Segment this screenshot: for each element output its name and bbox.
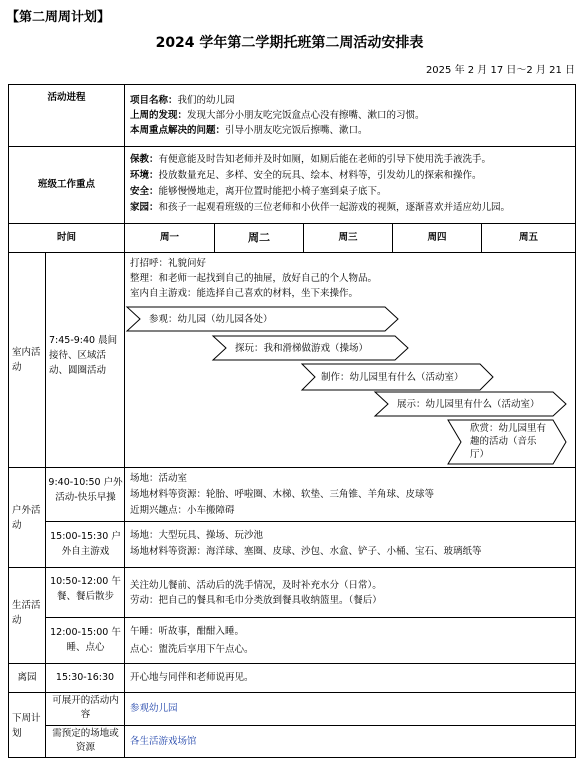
outdoor-afternoon-time: 15:00-15:30 户外自主游戏 [50,531,121,557]
outdoor-morning-materials: 场地材料等资源：轮胎、呼啦圈、木梯、软垫、三角锥、羊角球、皮球等 [130,489,435,500]
nap-line-1: 午睡：听故事，酣酣入睡。 [130,626,245,637]
family-label: 家园： [130,202,159,213]
day-wed: 周三 [338,232,358,243]
env-text: 投放数量充足、多样、安全的玩具、绘本、材料等，引发幼儿的探索和操作。 [158,170,482,181]
date-range: 2025 年 2 月 17 日～2 月 21 日 [425,65,575,76]
care-label: 保教： [130,154,159,165]
day-fri: 周五 [518,232,538,243]
outdoor-morning-time: 9:40-10:50 户外活动-快乐早操 [48,477,123,503]
leave-category: 离园 [17,672,37,683]
page-title: 2024 学年第二学期托班第二周活动安排表 [155,35,424,51]
care-text: 有便意能及时告知老师并及时如厕，如厕后能在老师的引导下使用洗手液洗手。 [158,154,492,165]
outdoor-afternoon-site: 场地：大型玩具、操场、玩沙池 [130,530,264,541]
next-prep: 各生活游戏场馆 [130,736,197,747]
env-label: 环境： [130,170,159,181]
lunch-time: 10:50-12:00 午餐、餐后散步 [50,576,121,602]
next-week-category: 下周计划 [12,713,41,739]
focus-problem: 引导小朋友吃完饭后擦嘴、漱口。 [225,125,368,136]
life-category: 生活活动 [12,600,41,626]
arrow-enjoy-label: 欣赏：幼儿园里有趣的活动（音乐厅） [470,423,547,460]
lunch-line-2: 劳动：把自己的餐具和毛巾分类放到餐具收纳篮里。（餐后） [130,595,382,606]
next-prep-label: 需预定的场地或资源 [52,728,119,753]
day-tue: 周二 [248,231,270,244]
time-header: 时间 [56,232,76,243]
outdoor-morning-site: 场地：活动室 [130,473,188,484]
arrow-visit-label: 参观：幼儿园（幼儿园各处） [149,314,273,325]
arrow-play-label: 探玩：我和滑梯做游戏（操场） [235,343,369,354]
week-plan-tag: 【第二周周计划】 [6,10,111,25]
last-week-label: 上周的发现： [130,110,188,121]
nap-line-2: 点心：盥洗后享用下午点心。 [130,644,254,655]
next-activity: 参观幼儿园 [130,703,178,714]
last-week-finding: 发现大部分小朋友吃完饭盒点心没有擦嘴、漱口的习惯。 [187,110,425,121]
family-text: 和孩子一起观看班级的三位老师和小伙伴一起游戏的视频，逐渐喜欢并适应幼儿园。 [158,202,511,213]
lunch-line-1: 关注幼儿餐前、活动后的洗手情况，及时补充水分（日常）。 [130,580,382,591]
leave-content: 开心地与同伴和老师说再见。 [130,672,254,683]
arrow-show-label: 展示：幼儿园里有什么（活动室） [397,399,540,410]
focus-label: 本周重点解决的问题： [130,125,226,136]
day-mon: 周一 [159,232,179,243]
day-thu: 周四 [427,232,447,243]
indoor-line-1: 打招呼：礼貌问好 [130,258,207,269]
indoor-line-3: 室内自主游戏：能选择自己喜欢的材料，坐下来操作。 [130,288,359,299]
project-name: 我们的幼儿园 [177,95,235,106]
class-focus-label: 班级工作重点 [37,179,95,190]
outdoor-afternoon-materials: 场地材料等资源：海洋球、塞圈、皮球、沙包、水盒、铲子、小桶、宝石、玻璃纸等 [130,546,482,557]
indoor-category: 室内活动 [12,347,41,373]
safety-text: 能够慢慢地走，离开位置时能把小椅子塞到桌子底下。 [158,186,387,197]
nap-time: 12:00-15:00 午睡、点心 [50,627,121,653]
next-activity-label: 可展开的活动内容 [52,695,119,720]
project-name-label: 项目名称： [130,95,178,106]
arrow-make-label: 制作：幼儿园里有什么（活动室） [321,372,464,383]
leave-time: 15:30-16:30 [55,672,115,683]
outdoor-category: 户外活动 [12,505,41,531]
outdoor-morning-interest: 近期兴趣点：小车搬障碍 [130,505,235,516]
indoor-line-2: 整理：和老师一起找到自己的抽屉，放好自己的个人物品。 [130,273,378,284]
indoor-time: 7:45-9:40 晨间接待、区域活动、圆圈活动 [49,335,118,376]
safety-label: 安全： [130,186,159,197]
activity-progress-label: 活动进程 [47,92,86,103]
